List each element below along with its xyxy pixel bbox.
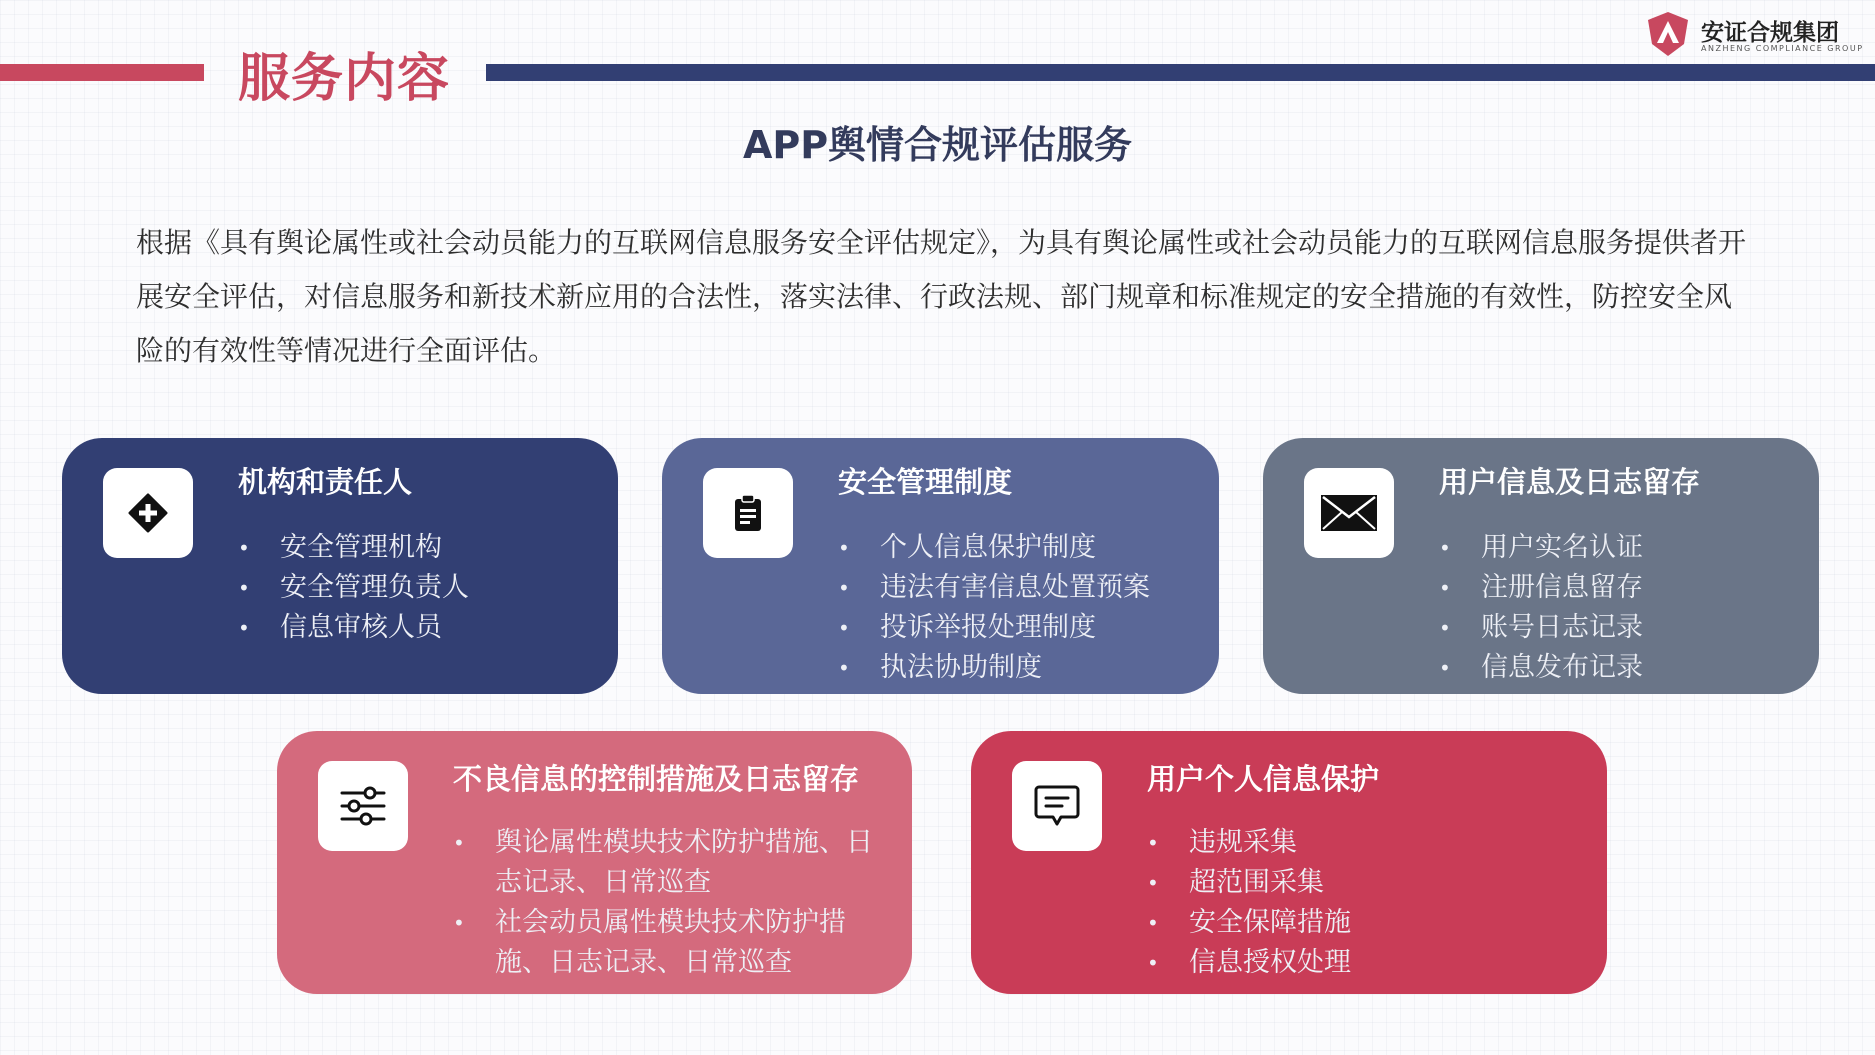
card-title: 机构和责任人 xyxy=(238,465,413,499)
card-list xyxy=(453,823,895,983)
brand-name: 安证合规集团 xyxy=(1701,20,1839,46)
message-icon xyxy=(1033,784,1081,828)
list-item: • 违规采集 xyxy=(1147,823,1351,863)
clipboard-icon xyxy=(728,493,768,533)
brand-tagline: ANZHENG COMPLIANCE GROUP xyxy=(1701,44,1864,53)
card-title: 用户信息及日志留存 xyxy=(1439,465,1701,499)
list-item: • 舆论属性模块技术防护措施、日志记录、日常巡查 xyxy=(453,823,895,903)
list-item: • 信息授权处理 xyxy=(1147,943,1351,983)
list-item: • 信息审核人员 xyxy=(238,608,469,648)
list-item: • 投诉举报处理制度 xyxy=(838,608,1150,648)
card-personal-info-protection xyxy=(971,731,1607,994)
list-item: • 信息发布记录 xyxy=(1439,648,1643,688)
page-title: 服务内容 xyxy=(238,49,451,109)
card-harmful-info-control xyxy=(277,731,912,994)
plus-diamond-icon xyxy=(128,493,168,533)
list-item: • 用户实名认证 xyxy=(1439,528,1643,568)
envelope-icon xyxy=(1320,493,1378,533)
section-subtitle: APP舆情合规评估服务 xyxy=(742,123,1133,167)
card-list xyxy=(838,528,1150,688)
list-item: • 超范围采集 xyxy=(1147,863,1351,903)
card-icon-box xyxy=(318,761,408,851)
card-title: 用户个人信息保护 xyxy=(1147,762,1380,796)
card-organization xyxy=(62,438,618,694)
list-item: • 安全保障措施 xyxy=(1147,903,1351,943)
card-list xyxy=(1439,528,1643,688)
card-user-info-logs xyxy=(1263,438,1819,694)
card-icon-box xyxy=(103,468,193,558)
header-bar-left xyxy=(0,64,204,81)
card-icon-box xyxy=(703,468,793,558)
list-item: • 执法协助制度 xyxy=(838,648,1150,688)
list-item: • 账号日志记录 xyxy=(1439,608,1643,648)
card-list xyxy=(238,528,469,648)
intro-paragraph: 根据《具有舆论属性或社会动员能力的互联网信息服务安全评估规定》，为具有舆论属性或社会动员能力的互联网信息服务提供者开展安全评估，对信息服务和新技术新应用的合法性，落实法律、行政法规、部门规章和标准规定的安全措施的有效性，防控安全风险的有效性等情况进行全面评估。 xyxy=(136,226,1747,367)
list-item: • 安全管理负责人 xyxy=(238,568,469,608)
card-title: 不良信息的控制措施及日志留存 xyxy=(453,762,860,796)
card-icon-box xyxy=(1304,468,1394,558)
sliders-icon xyxy=(340,785,386,827)
list-item: • 安全管理机构 xyxy=(238,528,469,568)
list-item: • 违法有害信息处置预案 xyxy=(838,568,1150,608)
list-item: • 注册信息留存 xyxy=(1439,568,1643,608)
shield-logo-icon xyxy=(1644,10,1692,58)
list-item: • 个人信息保护制度 xyxy=(838,528,1150,568)
card-title: 安全管理制度 xyxy=(838,465,1013,499)
brand-logo xyxy=(1644,10,1864,60)
header-bar-right xyxy=(486,64,1875,81)
card-management-system xyxy=(662,438,1219,694)
list-item: • 社会动员属性模块技术防护措施、日志记录、日常巡查 xyxy=(453,903,895,983)
card-icon-box xyxy=(1012,761,1102,851)
card-list xyxy=(1147,823,1351,983)
